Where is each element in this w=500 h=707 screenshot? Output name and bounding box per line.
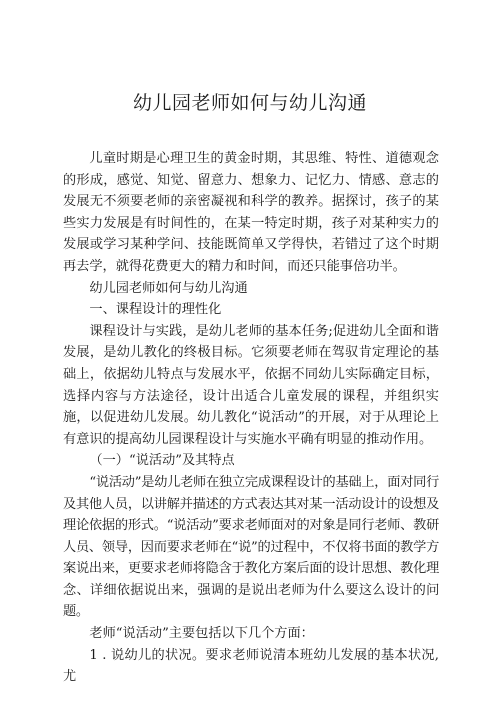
paragraph-intro: 儿童时期是心理卫生的黄金时期，其思维、特性、道德观念的形成，感觉、知觉、留意力、想象力、记忆力、情感、意志的发展无不须要老师的亲密凝视和科学的教养。据探讨，孩子的某些实力发展是有时间性的，在某一特定时期，孩子对某种实力的发展或学习某种学问、技能既简单又学得快，若错过了这个时期再去学，就得花费更大的精力和时间，而还只能事倍功半。 [63, 151, 439, 274]
paragraph-curriculum: 课程设计与实践，是幼儿老师的基本任务;促进幼儿全面和谐发展，是幼儿教化的终极目标。它须要老师在驾驭肯定理论的基础上，依据幼儿特点与发展水平，依据不同幼儿实际确定目标，选择内容与方法途径，设计出适合儿童发展的课程，并组织实施，以促进幼儿发展。幼儿教化“说活动”的开展，对于从理论上有意识的提高幼儿园课程设计与实施水平确有明显的推动作用。 [63, 323, 439, 447]
paragraph-item-1: 1 . 说幼儿的状况。要求老师说清本班幼儿发展的基本状况, 尤 [63, 647, 439, 685]
document-body [63, 148, 439, 688]
paragraph-aspects-intro: 老师“说活动”主要包括以下几个方面： [89, 626, 314, 642]
section-heading-1: 一、课程设计的理性化 [89, 302, 222, 318]
document-title: 幼儿园老师如何与幼儿沟通 [132, 92, 367, 114]
paragraph-subtitle: 幼儿园老师如何与幼儿沟通 [89, 280, 248, 296]
subsection-heading-1: （一）“说活动”及其特点 [89, 453, 235, 469]
paragraph-shuo-huodong: “说活动”是幼儿老师在独立完成课程设计的基础上，面对同行及其他人员，以讲解并描述的方式表达其对某一活动设计的设想及理论依据的形式。“说活动”要求老师面对的对象是同行老师、教研人员、领导，因而要求老师在“说”的过程中，不仅将书面的教学方案说出来，更要求老师将隐含于教化方案后面的设计思想、教化理念、详细依据说出来，强调的是说出老师为什么要这么设计的问题。 [63, 474, 439, 620]
